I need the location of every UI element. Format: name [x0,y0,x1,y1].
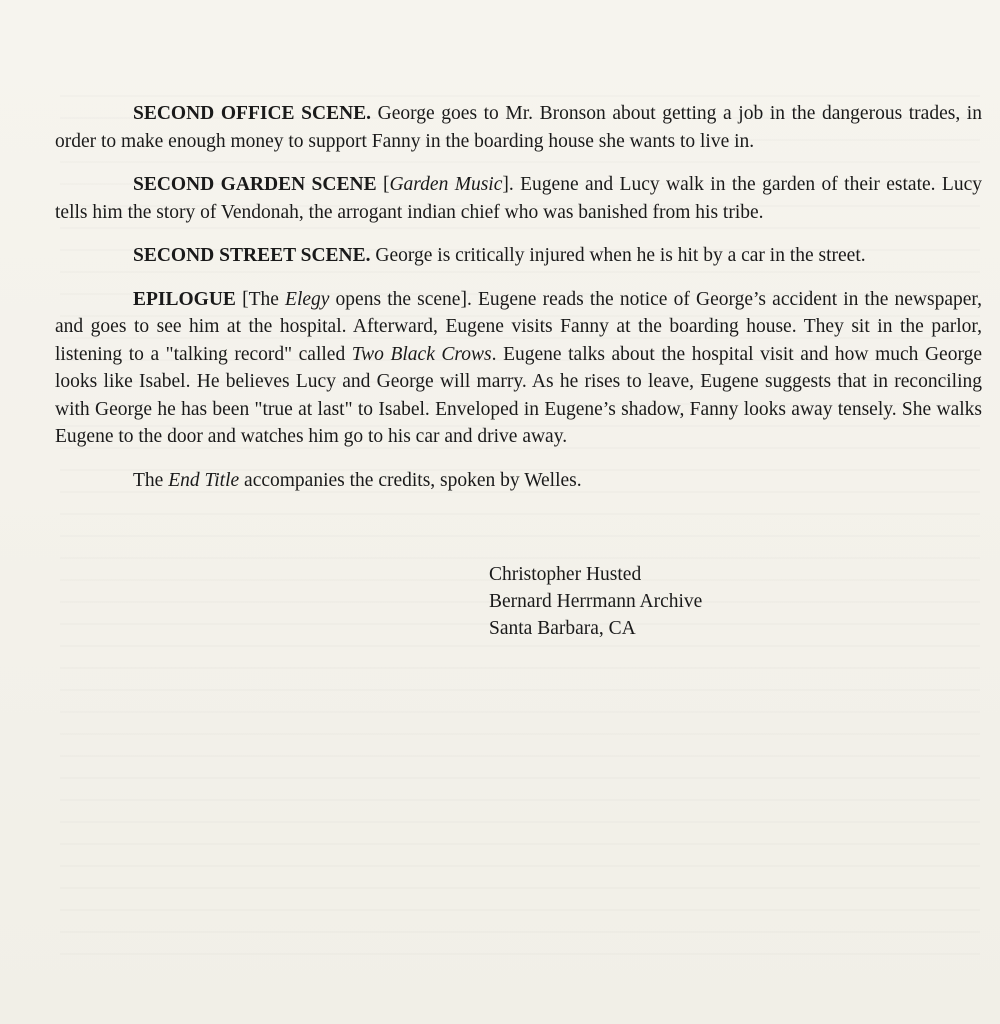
scene-heading: EPILOGUE [133,288,236,310]
paragraph-second-street-scene [55,242,982,270]
paragraph-epilogue [55,286,982,451]
paragraph-text: The [133,469,169,491]
author-organization: Bernard Herrmann Archive [489,591,703,612]
signature-block [489,561,702,642]
paragraph-second-garden-scene [55,171,982,226]
music-cue: Elegy [285,288,330,310]
record-title: Two Black Crows [351,343,492,365]
music-cue: End Title [168,469,240,491]
paragraph-text: George is critically injured when he is hit by a car in the street. [370,245,866,266]
author-location: Santa Barbara, CA [489,618,636,639]
paragraph-text: opens the scene]. Eugene reads the notice of George’s accident in the newspaper, and goes to see him at the hospital. Afterward, Eugene visits Fanny at the boarding house. They sit in the parlor, listening to a "talking record" called [55,288,982,365]
paragraph-text: accompanies the credits, spoken by Welles. [239,469,582,491]
scene-heading: SECOND STREET SCENE. [133,245,371,266]
paragraph-text: [The [235,288,286,310]
paragraph-text: [ [376,174,390,195]
author-name: Christopher Husted [489,564,642,585]
document-body [55,100,982,510]
paragraph-text: . Eugene talks about the hospital visit and how much George looks like Isabel. He believes Lucy and George will marry. As he rises to leave, Eugene suggests that in reconciling with George he has been "true at last" to Isabel. Enveloped in Eugene’s shadow, Fanny looks away tensely. She walks Eugene to the door and watches him go to his car and drive away. [55,343,982,447]
scene-heading: SECOND OFFICE SCENE. [133,103,372,124]
paragraph-text: George goes to Mr. Bronson about getting a job in the dangerous trades, in order to make enough money to support Fanny in the boarding house she wants to live in. [55,103,982,152]
paragraph-text: ]. Eugene and Lucy walk in the garden of their estate. Lucy tells him the story of Vendonah, the arrogant indian chief who was banished from his tribe. [55,174,982,223]
music-cue: Garden Music [389,174,503,195]
scene-heading: SECOND GARDEN SCENE [133,174,377,195]
paragraph-end-title [55,467,982,495]
paragraph-second-office-scene [55,100,982,155]
